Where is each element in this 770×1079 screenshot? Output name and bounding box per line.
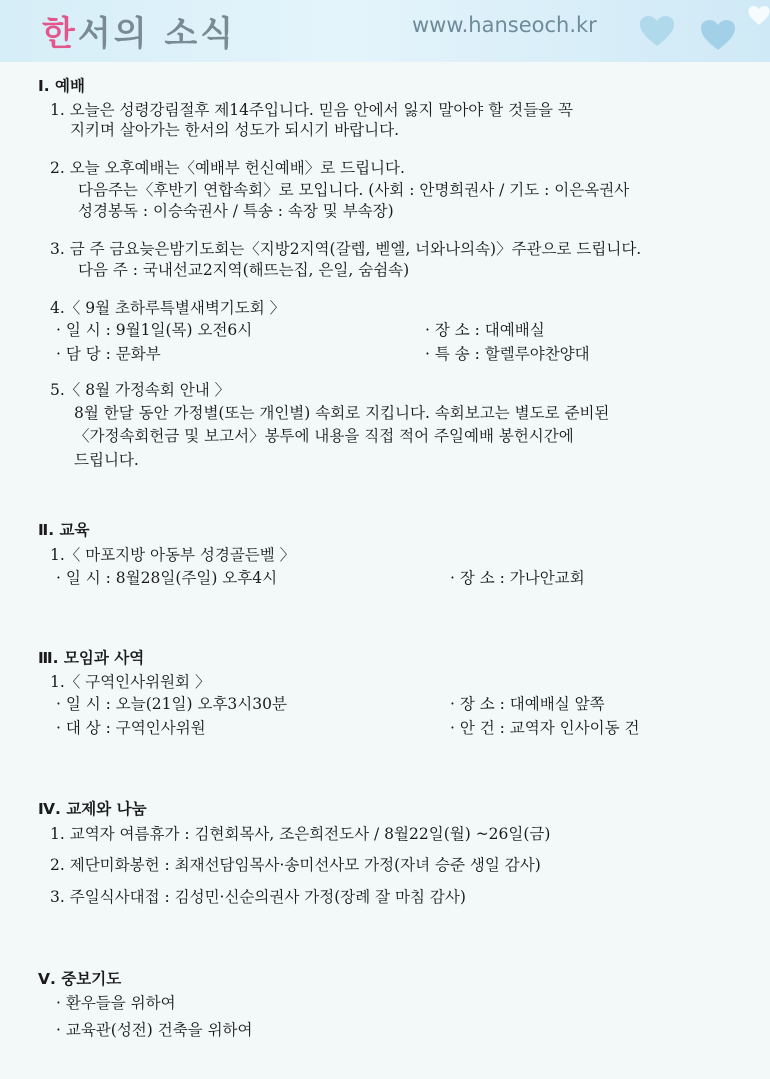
worship-item-1-line-1: 1. 오늘은 성령강림절후 제14주입니다. 믿음 안에서 잃지 말아야 할 것들을 꼭 [50,101,573,119]
section-meeting-heading: Ⅲ. 모임과 사역 [38,649,145,667]
newsletter-title-first-char: 한 [42,14,78,54]
fellowship-item-3: 3. 주일식사대접 : 김성민·신순의권사 가정(장례 잘 마침 감사) [50,888,466,906]
worship-item-2-line-1: 2. 오늘 오후예배는〈예배부 헌신예배〉로 드립니다. [50,159,405,177]
fellowship-item-1: 1. 교역자 여름휴가 : 김현회목사, 조은희전도사 / 8월22일(월) ~26일(금) [50,825,551,843]
committee-datetime: · 일 시 : 오늘(21일) 오후3시30분 [56,695,287,713]
prayer-item-1: · 환우들을 위하여 [56,994,176,1012]
dawn-prayer-charge: · 담 당 : 문화부 [56,345,161,363]
dawn-prayer-datetime: · 일 시 : 9월1일(목) 오전6시 [56,321,253,339]
education-item-1-title: 1.〈 마포지방 아동부 성경골든벨 〉 [50,546,296,564]
prayer-item-2: · 교육관(성전) 건축을 위하여 [56,1021,253,1039]
worship-item-3-line-1: 3. 금 주 금요늦은밤기도회는〈지방2지역(갈렙, 벧엘, 너와나의속)〉주관으로 드립니다. [50,240,642,258]
worship-item-5-line-2: 〈가정속회헌금 및 보고서〉봉투에 내용을 직접 적어 주일예배 봉헌시간에 [74,427,574,445]
committee-agenda: · 안 건 : 교역자 인사이동 건 [450,719,640,737]
worship-item-3-line-2: 다음 주 : 국내선교2지역(해뜨는집, 은일, 숨쉼속) [78,261,410,279]
newsletter-title-rest: 서의 소식 [77,14,237,54]
worship-item-5-title: 5.〈 8월 가정속회 안내 〉 [50,381,231,399]
church-website-url: www.hanseoch.kr [412,13,597,37]
worship-item-5-line-1: 8월 한달 동안 가정별(또는 개인별) 속회로 지킵니다. 속회보고는 별도로 준비된 [74,404,610,422]
worship-item-1-line-2: 지키며 살아가는 한서의 성도가 되시기 바랍니다. [70,121,400,139]
golden-bell-place: · 장 소 : 가나안교회 [450,569,585,587]
worship-item-4-title: 4.〈 9월 초하루특별새벽기도회 〉 [50,299,286,317]
worship-item-2-line-3: 성경봉독 : 이승숙권사 / 특송 : 속장 및 부속장) [78,202,394,220]
dawn-prayer-special-song: · 특 송 : 할렐루야찬양대 [425,345,590,363]
section-prayer-heading: Ⅴ. 중보기도 [38,970,122,988]
golden-bell-datetime: · 일 시 : 8월28일(주일) 오후4시 [56,569,278,587]
fellowship-item-2: 2. 제단미화봉헌 : 최재선담임목사·송미선사모 가정(자녀 승준 생일 감사) [50,856,541,874]
section-education-heading: Ⅱ. 교육 [38,521,90,539]
committee-target: · 대 상 : 구역인사위원 [56,719,206,737]
dawn-prayer-place: · 장 소 : 대예배실 [425,321,545,339]
committee-place: · 장 소 : 대예배실 앞쪽 [450,695,605,713]
worship-item-5-line-3: 드립니다. [74,451,139,469]
section-worship-heading: Ⅰ. 예배 [38,77,85,95]
meeting-item-1-title: 1.〈 구역인사위원회 〉 [50,673,211,691]
section-fellowship-heading: Ⅳ. 교제와 나눔 [38,800,147,818]
worship-item-2-line-2: 다음주는〈후반기 연합속회〉로 모입니다. (사회 : 안명희권사 / 기도 : 이은옥권사 [78,181,630,199]
